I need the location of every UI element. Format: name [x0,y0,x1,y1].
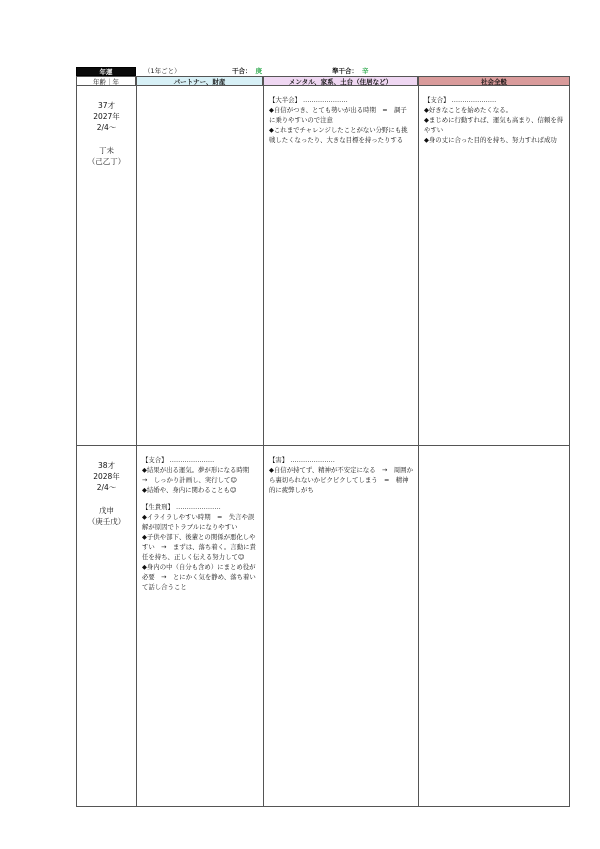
ganzhi: 丁未 [99,146,114,155]
jun-kangou-value: 辛 [362,67,369,75]
section-title: 【支合】 ………………… [142,456,215,464]
sheet-label: 年運 [76,67,136,76]
mental-cell [263,86,418,446]
section-line: ◆身内の中（自分も含め）にまとめ役が必要 → とにかく気を静め、落ち着いて話し合うこと [142,563,256,591]
section-line: ◆まじめに行動すれば、運気も高まり、信頼を得やすい [424,116,564,134]
year: 2027年 [93,112,120,121]
column-header-row [76,76,570,86]
section-line: ◆身の丈に合った目的を持ち、努力すれば成功 [424,136,557,144]
title-row [76,67,570,76]
section-line: ◆子供や部下、後輩との関係が悪化しやすい → まずは、落ち着く。言動に責任を持ち、正しく伝える努力して☺ [142,533,256,561]
col-header-partner: パートナー、財産 [136,76,263,86]
hidden-stems: （己乙丁） [87,157,126,166]
section-title: 【害】 ………………… [269,456,335,464]
age: 38才 [97,461,116,470]
col-header-social: 社会全般 [418,76,570,86]
fortune-section [142,502,258,592]
section-title: 【大半会】 ………………… [269,96,348,104]
jun-kangou-label: 準干合： [332,67,358,75]
fortune-section [269,455,413,495]
fortune-section [424,95,564,145]
fortune-section [142,455,258,495]
section-line: ◆イライラしやすい時期 = 失言や誤解が原因でトラブルになりやすい [142,513,255,531]
section-line: ◆自信がつき、とても勢いが出る時期 = 調子に乗りやすいので注意 [269,106,407,124]
section-title: 【生貴刑】 ………………… [142,503,221,511]
fortune-section [269,95,413,145]
section-title: 【支合】 ………………… [424,96,497,104]
partner-cell [136,86,263,446]
section-line: ◆結婚や、身内に関わることも☺ [142,486,237,494]
year-cell [76,86,136,446]
col-header-age-year: 年齢｜年 [76,76,136,86]
table-row [76,446,570,807]
partner-cell [136,446,263,807]
mental-cell [263,446,418,807]
year-cell [76,446,136,807]
table-row [76,86,570,446]
kangou-value: 庚 [255,67,262,75]
hidden-stems: （庚壬戊） [87,517,126,526]
social-cell [418,446,570,807]
ganzhi: 戊申 [99,506,114,515]
kangou-label: 干合： [232,67,252,75]
start-date: 2/4～ [96,483,117,492]
year: 2028年 [93,472,120,481]
social-cell [418,86,570,446]
start-date: 2/4～ [96,123,117,132]
section-line: ◆結果が出る運気。夢が形になる時期 → しっかり計画し、実行して☺ [142,466,256,484]
section-line: ◆自信が持てず、精神が不安定になる → 周囲から裏切られないかビクビクしてしまう = 精神的に疲弊しがち [269,466,413,494]
annual-fortune-sheet [76,67,570,807]
section-line: ◆好きなことを始めたくなる。 [424,106,512,114]
period-unit: （1年ごと） [144,67,181,75]
col-header-mental: メンタル、家系、土台（住居など） [263,76,418,86]
section-line: ◆これまでチャレンジしたことがない分野にも挑戦したくなったり、大きな目標を持ったりする [269,126,408,144]
age: 37才 [97,101,116,110]
